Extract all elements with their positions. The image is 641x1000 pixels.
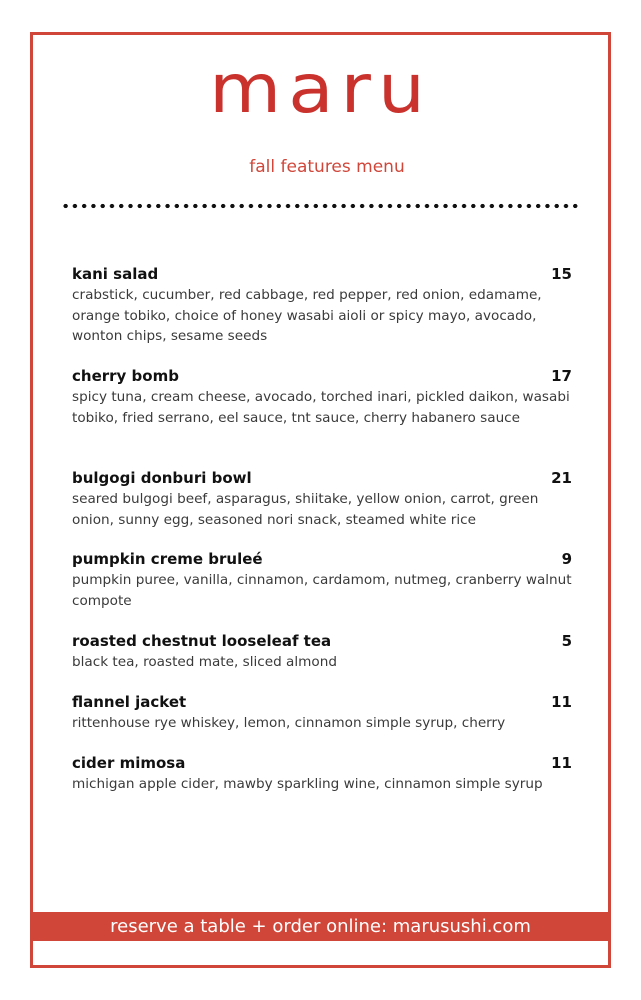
menu-item-name: pumpkin creme bruleé bbox=[72, 550, 263, 568]
menu-item-price: 21 bbox=[551, 469, 572, 487]
menu-item-name: cherry bomb bbox=[72, 367, 179, 385]
menu-item-description: michigan apple cider, mawby sparkling wine, cinnamon simple syrup bbox=[72, 776, 543, 792]
menu-item bbox=[72, 549, 572, 631]
menu-item-header bbox=[72, 264, 572, 284]
menu-item-header bbox=[72, 468, 572, 488]
menu-subtitle: fall features menu bbox=[249, 157, 405, 177]
menu-item bbox=[72, 468, 572, 549]
menu-item-header bbox=[72, 631, 572, 651]
menu-item-description: seared bulgogi beef, asparagus, shiitake, yellow onion, carrot, green onion, sunny egg, seasoned nori snack, steamed white rice bbox=[72, 491, 539, 528]
menu-item-name: flannel jacket bbox=[72, 693, 187, 711]
menu-item-price: 5 bbox=[561, 632, 572, 650]
menu-item-name: roasted chestnut looseleaf tea bbox=[72, 632, 332, 650]
menu-item-price: 11 bbox=[551, 754, 572, 772]
dotted-divider bbox=[61, 202, 580, 210]
menu-item-header bbox=[72, 753, 572, 773]
menu-item-name: kani salad bbox=[72, 265, 159, 283]
menu-item-name: cider mimosa bbox=[72, 754, 186, 772]
menu-item-header bbox=[72, 549, 572, 569]
menu-item-price: 9 bbox=[561, 550, 572, 568]
menu-item-price: 15 bbox=[551, 265, 572, 283]
menu-item-price: 17 bbox=[551, 367, 572, 385]
menu-item-description: pumpkin puree, vanilla, cinnamon, cardamom, nutmeg, cranberry walnut compote bbox=[72, 572, 572, 609]
menu-item bbox=[72, 264, 572, 366]
menu-item-price: 11 bbox=[551, 693, 572, 711]
menu-item bbox=[72, 366, 572, 468]
menu-item-name: bulgogi donburi bowl bbox=[72, 469, 252, 487]
menu-item-description: crabstick, cucumber, red cabbage, red pepper, red onion, edamame, orange tobiko, choice of honey wasabi aioli or spicy mayo, avocado, wonton chips, sesame seeds bbox=[72, 287, 542, 344]
menu-item-header bbox=[72, 692, 572, 712]
menu-item bbox=[72, 631, 572, 692]
menu-item bbox=[72, 753, 572, 814]
menu-item-header bbox=[72, 366, 572, 386]
reservation-footer-banner: reserve a table + order online: marusushi.com bbox=[33, 912, 608, 941]
menu-item-description: black tea, roasted mate, sliced almond bbox=[72, 654, 337, 670]
menu-item-description: rittenhouse rye whiskey, lemon, cinnamon simple syrup, cherry bbox=[72, 715, 506, 731]
menu-list bbox=[72, 264, 572, 814]
restaurant-logo: maru bbox=[209, 49, 432, 129]
menu-item bbox=[72, 692, 572, 753]
menu-item-description: spicy tuna, cream cheese, avocado, torched inari, pickled daikon, wasabi tobiko, fried serrano, eel sauce, tnt sauce, cherry habanero sauce bbox=[72, 389, 570, 426]
